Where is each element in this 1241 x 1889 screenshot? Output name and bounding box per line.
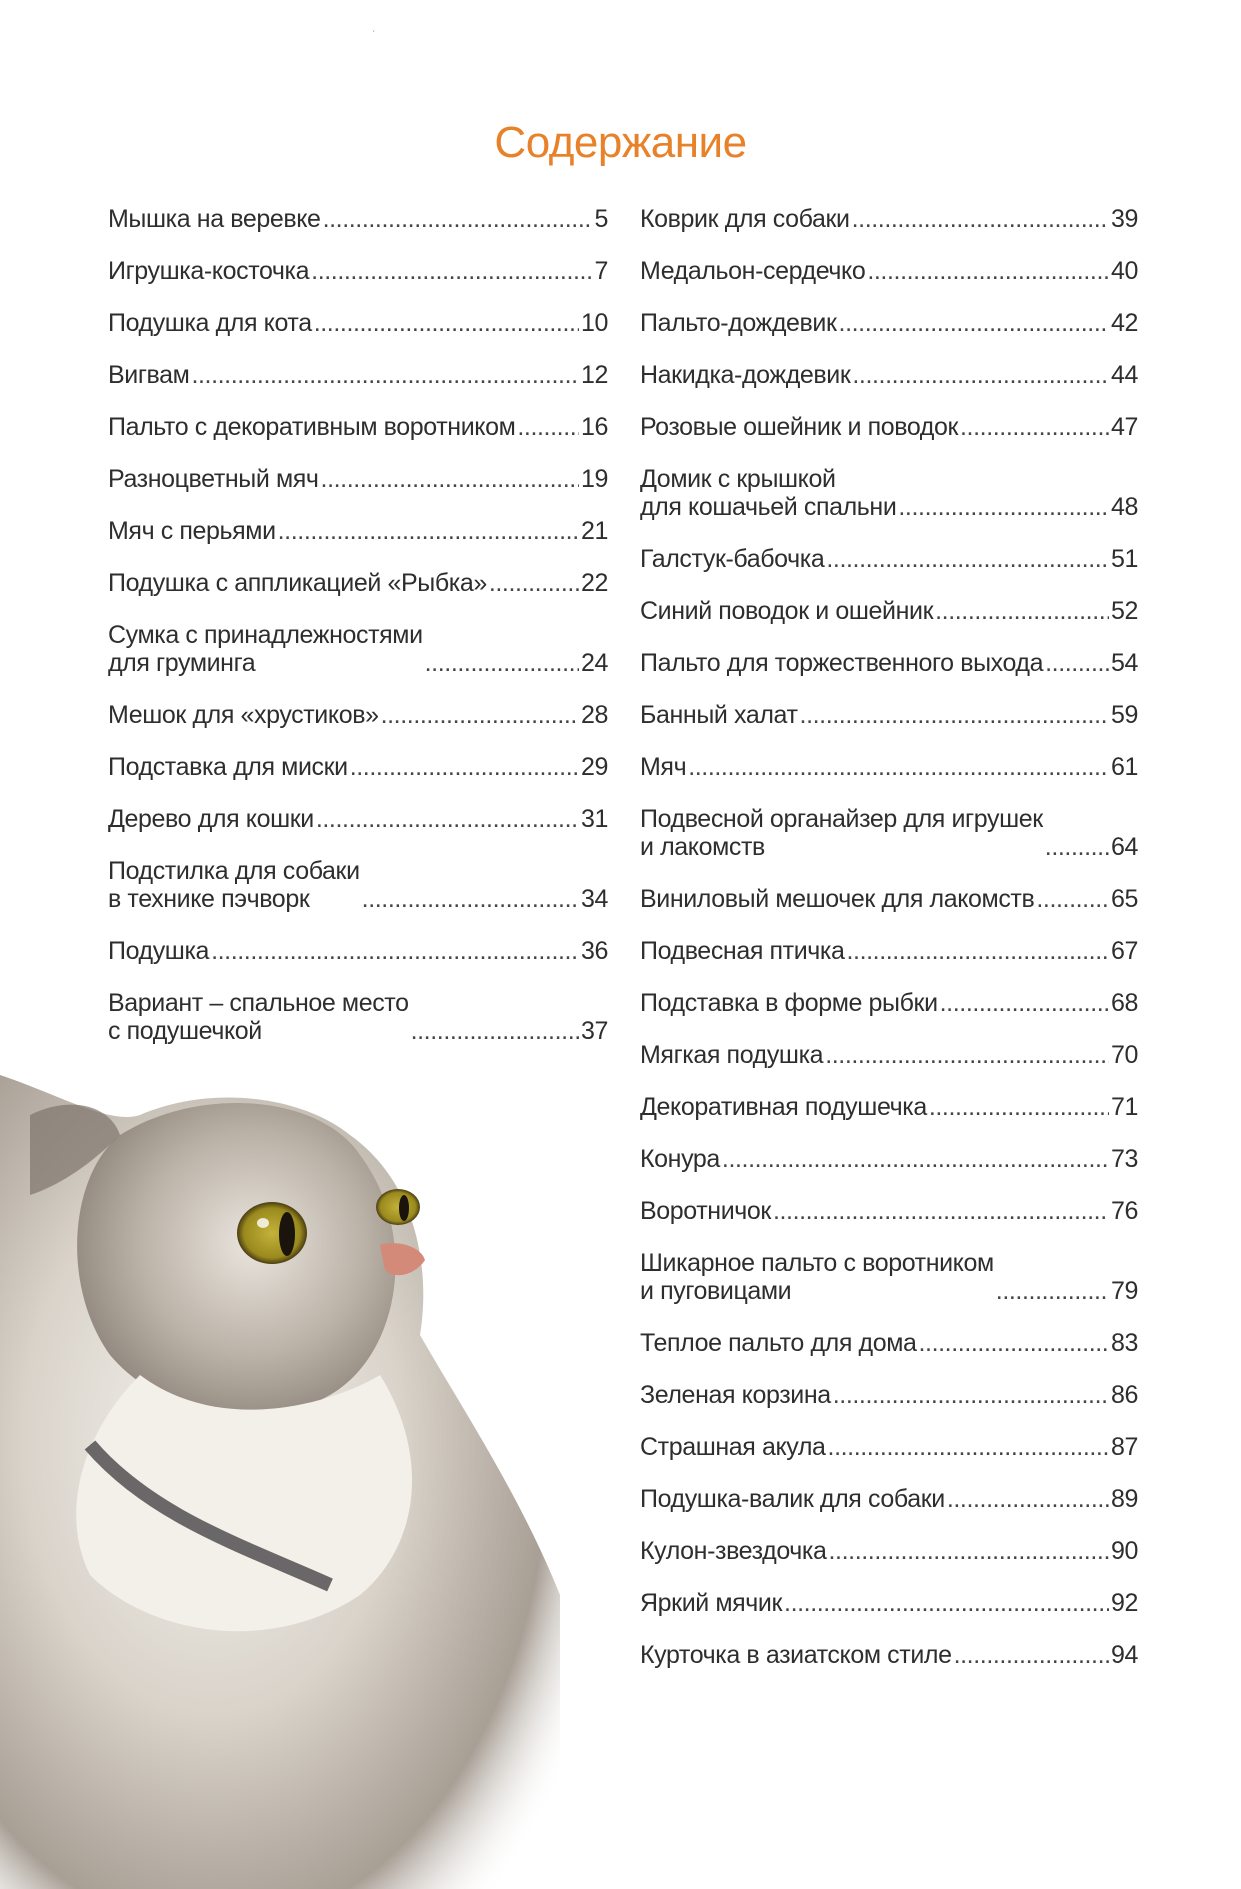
cat-eye-left-icon [237, 1202, 307, 1264]
toc-right-column [640, 205, 1138, 1693]
toc-entry: Сумка с принадлежностями для груминга ..... 24 [108, 621, 608, 677]
toc-entry: Подушка ..... 36 [108, 937, 608, 965]
toc-entry: Кулон-звездочка ..... 90 [640, 1537, 1138, 1565]
toc-entry: Курточка в азиатском стиле ..... 94 [640, 1641, 1138, 1669]
toc-entry: Страшная акула ..... 87 [640, 1433, 1138, 1461]
toc-entry: Розовые ошейник и поводок ..... 47 [640, 413, 1138, 441]
decorative-mark: ˊ [372, 30, 376, 41]
toc-entry: Воротничок ..... 76 [640, 1197, 1138, 1225]
toc-entry: Игрушка-косточка ..... 7 [108, 257, 608, 285]
toc-left-column [108, 205, 608, 1069]
toc-entry: Накидка-дождевик ..... 44 [640, 361, 1138, 389]
toc-entry: Подставка для миски ..... 29 [108, 753, 608, 781]
toc-entry: Мышка на веревке ..... 5 [108, 205, 608, 233]
toc-entry: Подставка в форме рыбки ..... 68 [640, 989, 1138, 1017]
cat-eye-right-icon [376, 1189, 420, 1225]
toc-entry: Вариант – спальное место с подушечкой ..... 37 [108, 989, 608, 1045]
toc-entry: Мешок для «хрустиков» ..... 28 [108, 701, 608, 729]
cat-head [77, 1103, 395, 1416]
toc-entry: Подушка для кота ..... 10 [108, 309, 608, 337]
toc-entry: Вигвам ..... 12 [108, 361, 608, 389]
toc-entry: Теплое пальто для дома ..... 83 [640, 1329, 1138, 1357]
toc-entry: Шикарное пальто с воротником и пуговицами ..... 79 [640, 1249, 1138, 1305]
toc-entry: Коврик для собаки ..... 39 [640, 205, 1138, 233]
cat-chest [76, 1375, 412, 1631]
toc-entry: Подушка с аппликацией «Рыбка» ..... 22 [108, 569, 608, 597]
page-title: Содержание [494, 118, 747, 167]
toc-entry: Подвесная птичка ..... 67 [640, 937, 1138, 965]
toc-entry: Подушка-валик для собаки ..... 89 [640, 1485, 1138, 1513]
toc-entry: Галстук-бабочка ..... 51 [640, 545, 1138, 573]
toc-entry: Синий поводок и ошейник ..... 52 [640, 597, 1138, 625]
toc-entry: Мяч ..... 61 [640, 753, 1138, 781]
toc-entry: Декоративная подушечка ..... 71 [640, 1093, 1138, 1121]
toc-entry: Домик с крышкой для кошачьей спальни ..... 48 [640, 465, 1138, 521]
toc-entry: Пальто с декоративным воротником ..... 16 [108, 413, 608, 441]
toc-entry: Подвесной органайзер для игрушек и лакомств ..... 64 [640, 805, 1138, 861]
toc-entry: Пальто-дождевик ..... 42 [640, 309, 1138, 337]
toc-entry: Мягкая подушка ..... 70 [640, 1041, 1138, 1069]
toc-entry: Пальто для торжественного выхода ..... 54 [640, 649, 1138, 677]
toc-entry: Разноцветный мяч ..... 19 [108, 465, 608, 493]
toc-entry: Подстилка для собаки в технике пэчворк ..... 34 [108, 857, 608, 913]
toc-entry: Медальон-сердечко ..... 40 [640, 257, 1138, 285]
toc-entry: Яркий мячик ..... 92 [640, 1589, 1138, 1617]
toc-entry: Банный халат ..... 59 [640, 701, 1138, 729]
cat-photo [0, 1075, 560, 1889]
toc-entry: Мяч с перьями ..... 21 [108, 517, 608, 545]
toc-entry: Дерево для кошки ..... 31 [108, 805, 608, 833]
toc-entry: Виниловый мешочек для лакомств ..... 65 [640, 885, 1138, 913]
toc-entry: Конура ..... 73 [640, 1145, 1138, 1173]
toc-entry: Зеленая корзина ..... 86 [640, 1381, 1138, 1409]
